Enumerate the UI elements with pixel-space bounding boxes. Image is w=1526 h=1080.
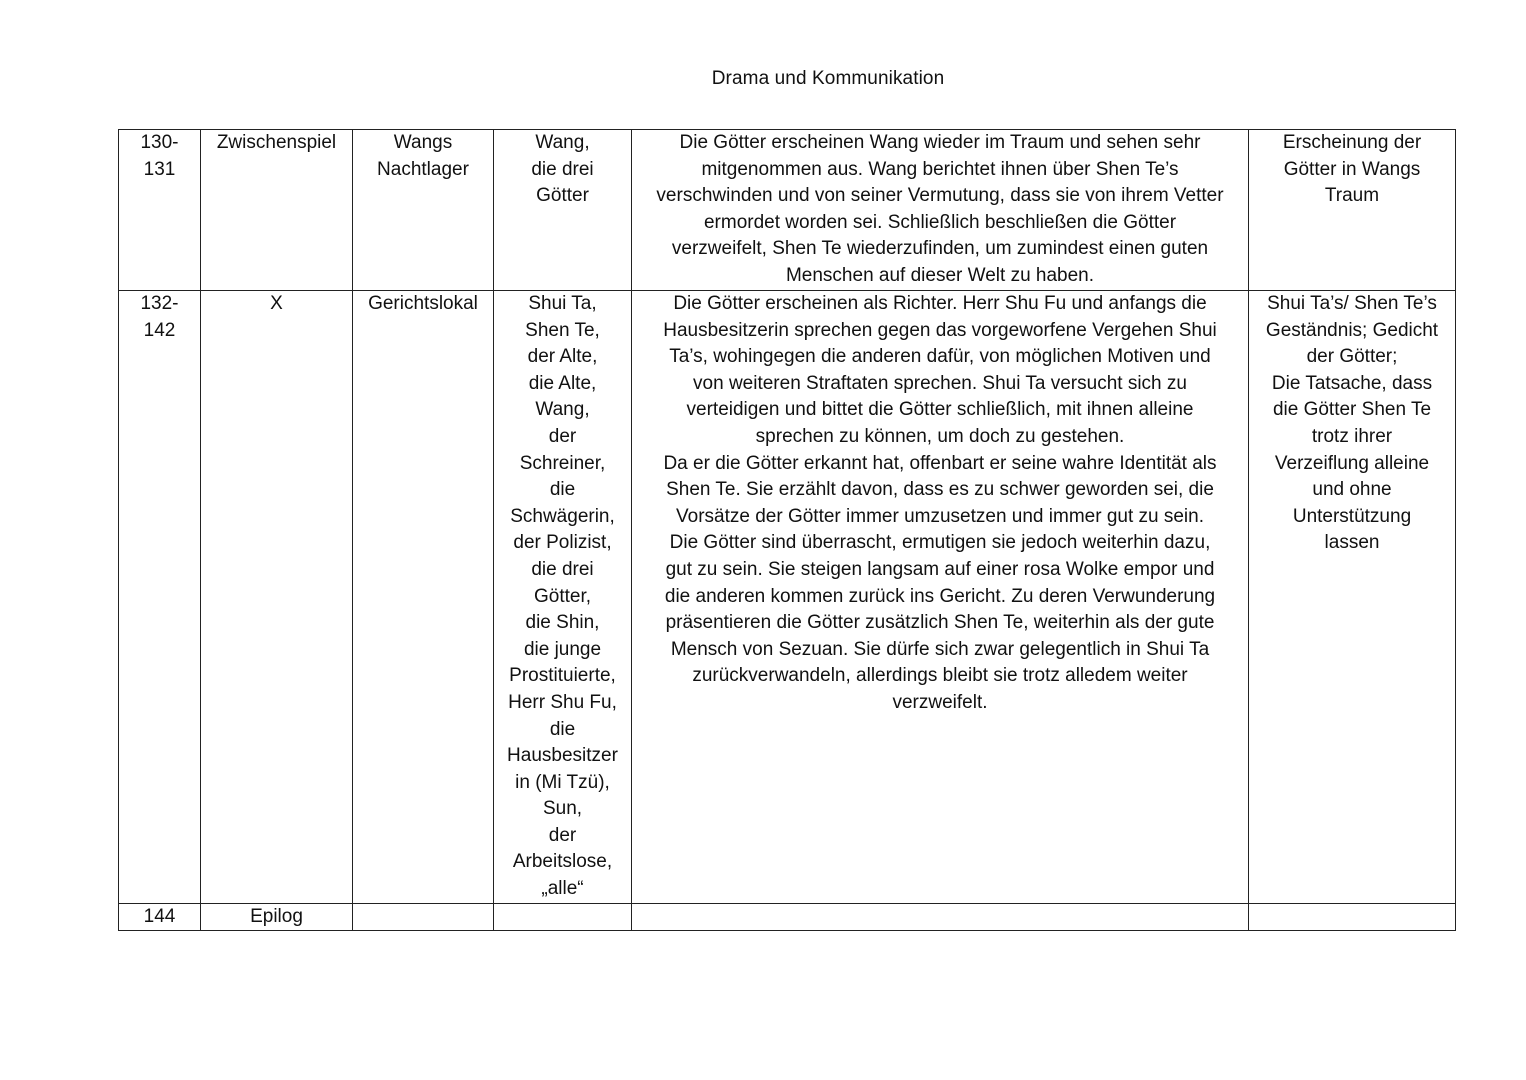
characters-line: Hausbesitzer bbox=[507, 745, 618, 767]
act-cell: Zwischenspiel bbox=[201, 130, 353, 291]
scene-table bbox=[118, 129, 1456, 931]
characters-line: Shen Te, bbox=[525, 319, 600, 341]
notes-line: Die Tatsache, dass bbox=[1271, 372, 1433, 394]
characters-line: Wang, bbox=[535, 132, 590, 153]
content-line: Die Götter sind überrascht, ermutigen sie jedoch weiterhin dazu, bbox=[669, 532, 1211, 554]
content-line: Die Götter erscheinen Wang wieder im Traum und sehen sehr bbox=[679, 132, 1201, 153]
content-line: Vorsätze der Götter immer umzusetzen und immer gut zu sein. bbox=[676, 505, 1204, 527]
content-cell bbox=[632, 130, 1249, 291]
content-line: Mensch von Sezuan. Sie dürfe sich zwar gelegentlich in Shui Ta bbox=[670, 638, 1210, 660]
content-line: Ta’s, wohingegen die anderen dafür, von möglichen Motiven und bbox=[669, 346, 1211, 368]
characters-line: der bbox=[548, 824, 577, 846]
notes-cell bbox=[1249, 130, 1456, 291]
characters-cell bbox=[494, 130, 632, 291]
characters-cell bbox=[494, 903, 632, 931]
content-line: von weiteren Straftaten sprechen. Shui Ta versucht sich zu bbox=[693, 372, 1187, 394]
notes-cell bbox=[1249, 903, 1456, 931]
table-row bbox=[119, 130, 1456, 291]
content-line: Da er die Götter erkannt hat, offenbart er seine wahre Identität als bbox=[663, 452, 1217, 474]
characters-line: „alle“ bbox=[541, 878, 584, 900]
characters-line: Herr Shu Fu, bbox=[508, 691, 617, 713]
content-line: verteidigen und bittet die Götter schließlich, mit ihnen alleine bbox=[686, 399, 1194, 421]
notes-line: Geständnis; Gedicht bbox=[1265, 319, 1439, 341]
notes-line: lassen bbox=[1324, 532, 1380, 554]
content-line: Menschen auf dieser Welt zu haben. bbox=[785, 264, 1095, 286]
act-cell: X bbox=[201, 291, 353, 904]
notes-line: und ohne bbox=[1312, 479, 1392, 501]
content-line: Die Götter erscheinen als Richter. Herr Shu Fu und anfangs die bbox=[673, 293, 1207, 314]
content-line: verzweifelt. bbox=[892, 691, 988, 713]
page-range-line: 131 bbox=[143, 158, 176, 180]
characters-cell bbox=[494, 291, 632, 904]
characters-line: der Polizist, bbox=[513, 532, 612, 554]
page-range-cell bbox=[119, 903, 201, 931]
notes-line: Shui Ta’s/ Shen Te’s bbox=[1267, 293, 1437, 314]
content-line: Shen Te. Sie erzählt davon, dass es zu schwer geworden sei, die bbox=[666, 479, 1214, 501]
page-range-line: 130- bbox=[140, 132, 179, 153]
content-line: mitgenommen aus. Wang berichtet ihnen über Shen Te’s bbox=[701, 158, 1179, 180]
notes-line: Erscheinung der bbox=[1282, 132, 1422, 153]
notes-cell bbox=[1249, 291, 1456, 904]
characters-line: die drei bbox=[531, 558, 594, 580]
content-line: gut zu sein. Sie steigen langsam auf einer rosa Wolke empor und bbox=[665, 558, 1215, 580]
content-line: präsentieren die Götter zusätzlich Shen Te, weiterhin als der gute bbox=[665, 612, 1215, 634]
place-cell bbox=[353, 130, 494, 291]
characters-line: die bbox=[549, 479, 576, 501]
table-row bbox=[119, 291, 1456, 904]
notes-line: Traum bbox=[1324, 185, 1380, 207]
characters-line: in (Mi Tzü), bbox=[515, 771, 610, 793]
characters-line: Wang, bbox=[535, 399, 590, 421]
page-range-line: 142 bbox=[143, 319, 176, 341]
characters-line: der bbox=[548, 425, 577, 447]
notes-line: der Götter; bbox=[1306, 346, 1398, 368]
page-range-cell bbox=[119, 130, 201, 291]
notes-line: die Götter Shen Te bbox=[1272, 399, 1432, 421]
content-line: ermordet worden sei. Schließlich beschließen die Götter bbox=[703, 211, 1177, 233]
place-cell bbox=[353, 291, 494, 904]
page-range-line: 144 bbox=[143, 905, 176, 927]
page-range-cell bbox=[119, 291, 201, 904]
characters-line: die Shin, bbox=[525, 612, 600, 634]
content-line: verzweifelt, Shen Te wiederzufinden, um zumindest einen guten bbox=[671, 238, 1209, 260]
table-body bbox=[119, 130, 1456, 931]
place-cell bbox=[353, 903, 494, 931]
characters-line: Schwägerin, bbox=[510, 505, 615, 527]
characters-line: Götter, bbox=[533, 585, 592, 607]
notes-line: Götter in Wangs bbox=[1283, 158, 1421, 180]
content-line: die anderen kommen zurück ins Gericht. Zu deren Verwunderung bbox=[664, 585, 1216, 607]
content-line: verschwinden und von seiner Vermutung, dass sie von ihrem Vetter bbox=[656, 185, 1224, 207]
notes-line: trotz ihrer bbox=[1311, 425, 1393, 447]
notes-line: Unterstützung bbox=[1292, 505, 1412, 527]
page-range-line: 132- bbox=[140, 293, 179, 314]
act-cell: Epilog bbox=[201, 903, 353, 931]
characters-line: Schreiner, bbox=[519, 452, 606, 474]
characters-line: Sun, bbox=[542, 798, 583, 820]
page-title: Drama und Kommunikation bbox=[711, 68, 945, 89]
characters-line: Prostituierte, bbox=[509, 665, 616, 687]
content-line: Hausbesitzerin sprechen gegen das vorgeworfene Vergehen Shui bbox=[663, 319, 1217, 341]
characters-line: die bbox=[549, 718, 576, 740]
characters-line: die junge bbox=[523, 638, 602, 660]
content-line: zurückverwandeln, allerdings bleibt sie trotz alledem weiter bbox=[692, 665, 1188, 687]
characters-line: die Alte, bbox=[528, 372, 597, 394]
place-line: Wangs bbox=[393, 132, 453, 153]
content-cell bbox=[632, 291, 1249, 904]
content-cell bbox=[632, 903, 1249, 931]
characters-line: die drei bbox=[531, 158, 594, 180]
characters-line: Götter bbox=[536, 185, 589, 207]
characters-line: Arbeitslose, bbox=[512, 851, 613, 873]
content-line: sprechen zu können, um doch zu gestehen. bbox=[755, 425, 1125, 447]
notes-line: Verzeiflung alleine bbox=[1274, 452, 1430, 474]
place-line: Gerichtslokal bbox=[368, 293, 478, 314]
table-row bbox=[119, 903, 1456, 931]
place-line: Nachtlager bbox=[377, 158, 469, 180]
characters-line: Shui Ta, bbox=[528, 293, 597, 314]
characters-line: der Alte, bbox=[527, 346, 598, 368]
